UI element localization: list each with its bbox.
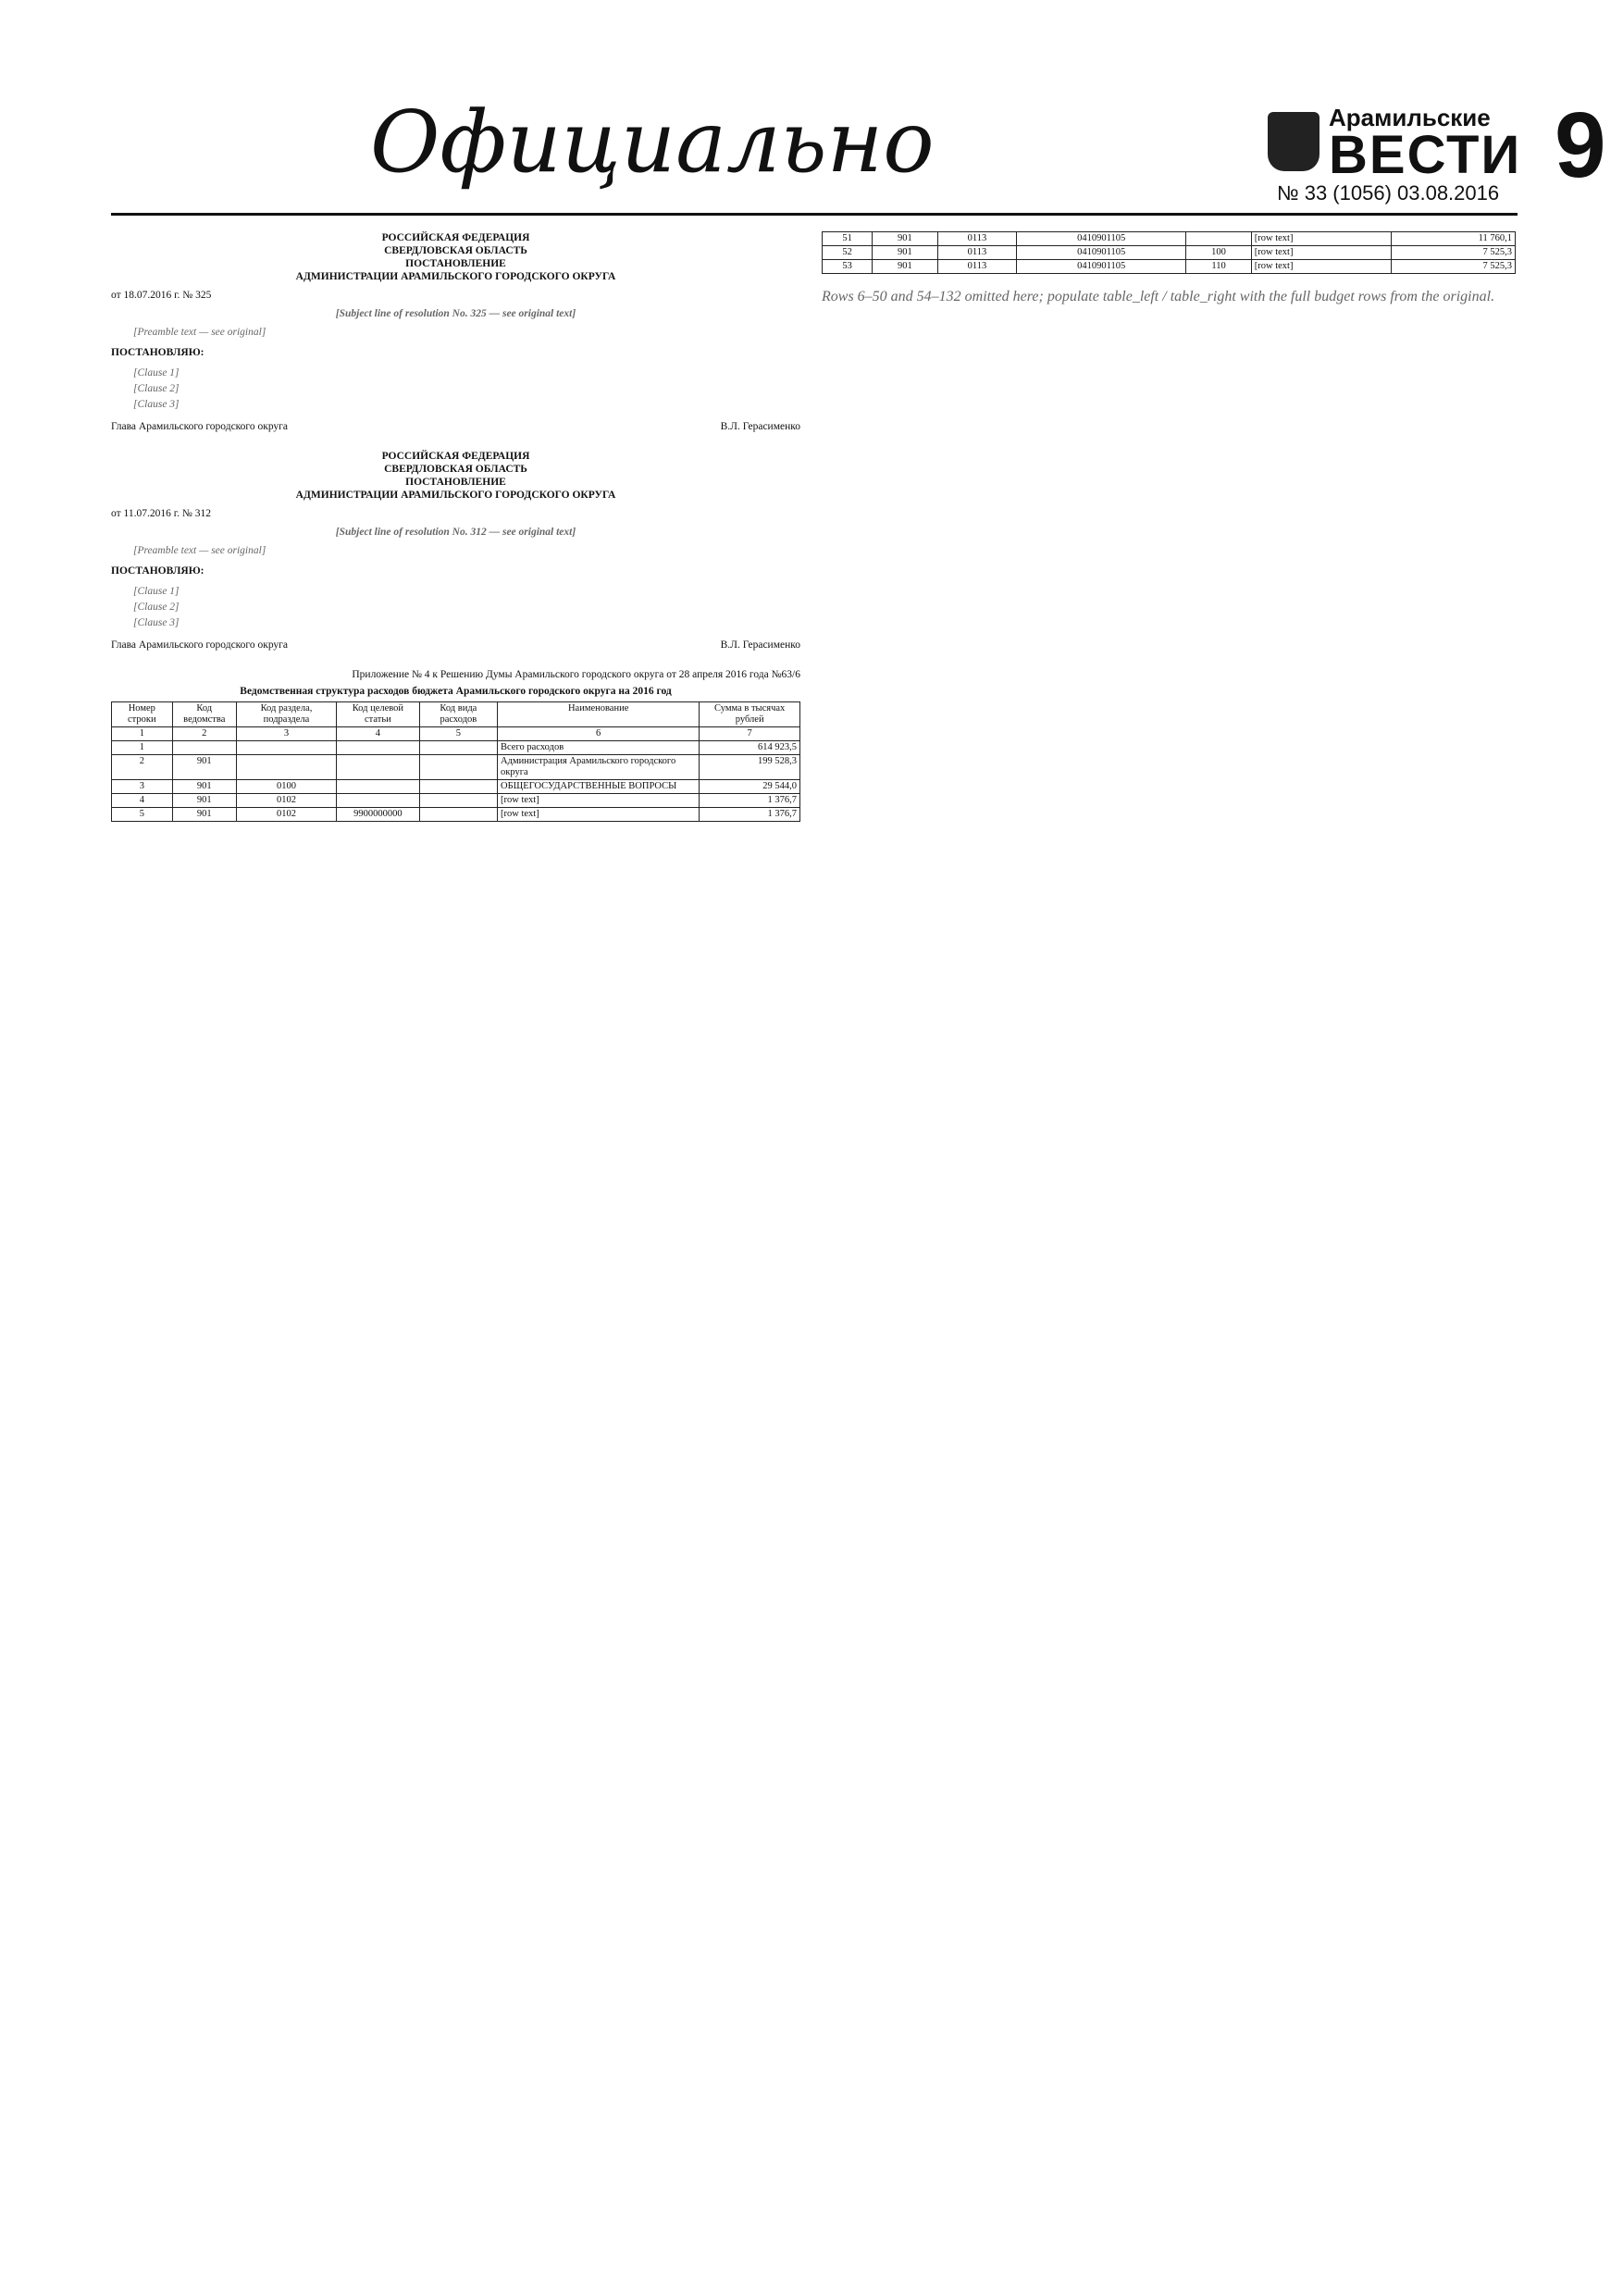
table-cell bbox=[419, 780, 497, 794]
budget-table-right bbox=[822, 231, 1516, 274]
doc-item: [Clause 2] bbox=[133, 602, 180, 613]
col-number: 5 bbox=[419, 727, 497, 741]
table-cell: [row text] bbox=[1251, 260, 1391, 274]
doc-command: ПОСТАНОВЛЯЮ: bbox=[111, 565, 204, 577]
table-row bbox=[112, 808, 800, 822]
appendix-note: Приложение № 4 к Решению Думы Арамильского городского округа от 28 апреля 2016 года №63/6 bbox=[352, 669, 800, 680]
table-cell: 29 544,0 bbox=[700, 780, 800, 794]
doc-subject: [Subject line of resolution No. 312 — see original text] bbox=[335, 527, 576, 538]
table-cell: 52 bbox=[823, 246, 873, 260]
table-cell: [row text] bbox=[1251, 232, 1391, 246]
table-cell: 901 bbox=[172, 755, 236, 780]
coat-of-arms-icon bbox=[1268, 112, 1319, 171]
table-cell: 901 bbox=[873, 246, 937, 260]
table-cell: 199 528,3 bbox=[700, 755, 800, 780]
table-cell: 901 bbox=[172, 808, 236, 822]
doc-item: [Clause 1] bbox=[133, 367, 180, 379]
budget-table-left bbox=[111, 701, 800, 822]
left-column bbox=[111, 231, 800, 822]
table-cell: 614 923,5 bbox=[700, 741, 800, 755]
col-header: Код вида расходов bbox=[419, 702, 497, 727]
resolution-312 bbox=[111, 450, 800, 652]
col-number: 3 bbox=[236, 727, 336, 741]
col-header: Сумма в тысячах рублей bbox=[700, 702, 800, 727]
doc-header bbox=[111, 231, 800, 283]
doc-header-line: ПОСТАНОВЛЕНИЕ bbox=[405, 258, 506, 269]
table-cell: 3 bbox=[112, 780, 173, 794]
table-cell bbox=[236, 755, 336, 780]
table-cell: [row text] bbox=[498, 808, 700, 822]
col-header: Наименование bbox=[498, 702, 700, 727]
table-header-row bbox=[112, 702, 800, 727]
table-cell: 0410901105 bbox=[1017, 232, 1186, 246]
doc-header-line: ПОСТАНОВЛЕНИЕ bbox=[405, 477, 506, 488]
notice: Rows 6–50 and 54–132 omitted here; populate table_left / table_right with the full budget rows from the original. bbox=[822, 289, 1495, 304]
col-header: Номер строки bbox=[112, 702, 173, 727]
table-row bbox=[112, 780, 800, 794]
table-cell: 1 376,7 bbox=[700, 794, 800, 808]
table-row bbox=[112, 741, 800, 755]
table-cell: 11 760,1 bbox=[1391, 232, 1515, 246]
right-column bbox=[822, 231, 1516, 320]
issue-number: № 33 (1056) 03.08.2016 bbox=[1277, 181, 1500, 205]
table-cell bbox=[236, 741, 336, 755]
table-cell: 51 bbox=[823, 232, 873, 246]
signature bbox=[111, 420, 800, 433]
table-row bbox=[823, 232, 1516, 246]
table-cell: 0102 bbox=[236, 808, 336, 822]
doc-item: [Clause 2] bbox=[133, 383, 180, 394]
section-title: Официально bbox=[370, 93, 935, 192]
doc-subject: [Subject line of resolution No. 325 — see original text] bbox=[335, 308, 576, 319]
table-cell bbox=[419, 808, 497, 822]
table-cell: Всего расходов bbox=[498, 741, 700, 755]
table-cell: 110 bbox=[1186, 260, 1251, 274]
table-cell: [row text] bbox=[1251, 246, 1391, 260]
col-header: Код раздела, подраздела bbox=[236, 702, 336, 727]
table-cell: ОБЩЕГОСУДАРСТВЕННЫЕ ВОПРОСЫ bbox=[498, 780, 700, 794]
table-cell: 2 bbox=[112, 755, 173, 780]
table-cell: 1 bbox=[112, 741, 173, 755]
col-number: 2 bbox=[172, 727, 236, 741]
col-header: Код ведомства bbox=[172, 702, 236, 727]
table-row bbox=[112, 755, 800, 780]
doc-preamble: [Preamble text — see original] bbox=[133, 327, 266, 338]
table-cell: 0113 bbox=[937, 232, 1017, 246]
masthead bbox=[111, 93, 1606, 216]
col-number: 6 bbox=[498, 727, 700, 741]
col-number: 1 bbox=[112, 727, 173, 741]
table-cell: 53 bbox=[823, 260, 873, 274]
table-row bbox=[823, 260, 1516, 274]
table-cell bbox=[172, 741, 236, 755]
table-cell: [row text] bbox=[498, 794, 700, 808]
table-cell: 0113 bbox=[937, 246, 1017, 260]
doc-header-line: СВЕРДЛОВСКАЯ ОБЛАСТЬ bbox=[384, 245, 527, 256]
table-title: Ведомственная структура расходов бюджета Арамильского городского округа на 2016 год bbox=[240, 686, 672, 697]
table-cell: 1 376,7 bbox=[700, 808, 800, 822]
table-cell: 100 bbox=[1186, 246, 1251, 260]
doc-command: ПОСТАНОВЛЯЮ: bbox=[111, 347, 204, 358]
table-cell: 0102 bbox=[236, 794, 336, 808]
brand-big: ВЕСТИ bbox=[1329, 125, 1522, 185]
table-cell: 7 525,3 bbox=[1391, 260, 1515, 274]
table-cell bbox=[337, 794, 420, 808]
table-cell: 9900000000 bbox=[337, 808, 420, 822]
table-cell: 0410901105 bbox=[1017, 246, 1186, 260]
table-cell bbox=[419, 794, 497, 808]
table-cell: 901 bbox=[172, 780, 236, 794]
newspaper-logo bbox=[1268, 104, 1522, 185]
table-cell bbox=[337, 741, 420, 755]
doc-header-line: РОССИЙСКАЯ ФЕДЕРАЦИЯ bbox=[381, 451, 530, 462]
sign-role: Глава Арамильского городского округа bbox=[111, 639, 288, 651]
col-number: 4 bbox=[337, 727, 420, 741]
table-cell bbox=[337, 780, 420, 794]
table-cell bbox=[419, 755, 497, 780]
sign-name: В.Л. Герасименко bbox=[720, 421, 800, 432]
doc-item: [Clause 3] bbox=[133, 617, 180, 628]
table-cell bbox=[337, 755, 420, 780]
doc-header-line: РОССИЙСКАЯ ФЕДЕРАЦИЯ bbox=[381, 232, 530, 243]
doc-item: [Clause 1] bbox=[133, 586, 180, 597]
doc-item: [Clause 3] bbox=[133, 399, 180, 410]
table-cell: 0113 bbox=[937, 260, 1017, 274]
table-cell: Администрация Арамильского городского округа bbox=[498, 755, 700, 780]
col-number: 7 bbox=[700, 727, 800, 741]
doc-date-number: от 18.07.2016 г. № 325 bbox=[111, 290, 212, 301]
table-cell: 4 bbox=[112, 794, 173, 808]
table-cell: 901 bbox=[873, 232, 937, 246]
table-cell: 901 bbox=[873, 260, 937, 274]
doc-header-line: АДМИНИСТРАЦИИ АРАМИЛЬСКОГО ГОРОДСКОГО ОКРУГА bbox=[295, 490, 616, 501]
resolution-325 bbox=[111, 231, 800, 433]
doc-date-number: от 11.07.2016 г. № 312 bbox=[111, 508, 211, 519]
signature bbox=[111, 639, 800, 652]
doc-header-line: АДМИНИСТРАЦИИ АРАМИЛЬСКОГО ГОРОДСКОГО ОКРУГА bbox=[295, 271, 616, 282]
sign-name: В.Л. Герасименко bbox=[720, 639, 800, 651]
table-row bbox=[112, 794, 800, 808]
doc-header bbox=[111, 450, 800, 502]
table-cell: 7 525,3 bbox=[1391, 246, 1515, 260]
table-cell: 0410901105 bbox=[1017, 260, 1186, 274]
table-cell: 5 bbox=[112, 808, 173, 822]
table-colnum-row bbox=[112, 727, 800, 741]
page-number: 9 bbox=[1555, 93, 1606, 197]
table-cell bbox=[1186, 232, 1251, 246]
table-cell bbox=[419, 741, 497, 755]
table-row bbox=[823, 246, 1516, 260]
sign-role: Глава Арамильского городского округа bbox=[111, 421, 288, 432]
col-header: Код целевой статьи bbox=[337, 702, 420, 727]
doc-preamble: [Preamble text — see original] bbox=[133, 545, 266, 556]
brand-small: Арамильские bbox=[1329, 104, 1491, 131]
doc-header-line: СВЕРДЛОВСКАЯ ОБЛАСТЬ bbox=[384, 464, 527, 475]
table-cell: 901 bbox=[172, 794, 236, 808]
table-cell: 0100 bbox=[236, 780, 336, 794]
